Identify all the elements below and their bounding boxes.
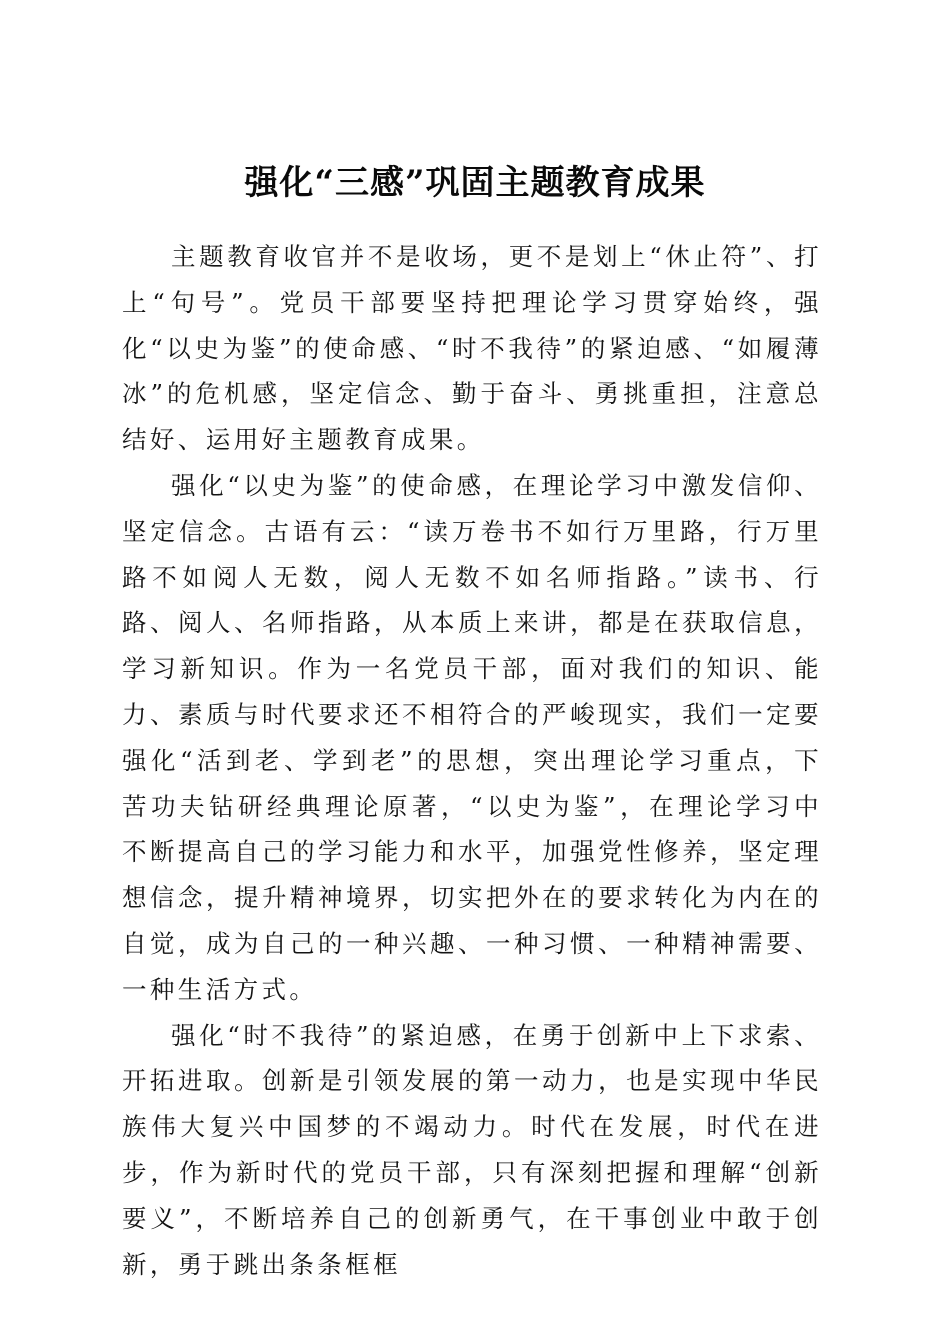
paragraph-urgency: 强化“时不我待”的紧迫感，在勇于创新中上下求索、开拓进取。创新是引领发展的第一动力，也是实现中华民族伟大复兴中国梦的不竭动力。时代在发展，时代在进步，作为新时代的党员干部，只有深刻把握和理解“创新要义”，不断培养自己的创新勇气，在干事创业中敢于创新，勇于跳出条条框框 [122, 1020, 822, 1279]
document-body [122, 234, 822, 1287]
paragraph-mission: 强化“以史为鉴”的使命感，在理论学习中激发信仰、坚定信念。古语有云：“读万卷书不如行万里路，行万里路不如阅人无数，阅人无数不如名师指路。”读书、行路、阅人、名师指路，从本质上来讲，都是在获取信息，学习新知识。作为一名党员干部，面对我们的知识、能力、素质与时代要求还不相符合的严峻现实，我们一定要强化“活到老、学到老”的思想，突出理论学习重点，下苦功夫钻研经典理论原著，“以史为鉴”，在理论学习中不断提高自己的学习能力和水平，加强党性修养，坚定理想信念，提升精神境界，切实把外在的要求转化为内在的自觉，成为自己的一种兴趣、一种习惯、一种精神需要、一种生活方式。 [122, 470, 822, 1004]
document-title: 强化“三感”巩固主题教育成果 [244, 162, 706, 203]
paragraph-intro: 主题教育收官并不是收场，更不是划上“休止符”、打上“句号”。党员干部要坚持把理论学习贯穿始终，强化“以史为鉴”的使命感、“时不我待”的紧迫感、“如履薄冰”的危机感，坚定信念、勤于奋斗、勇挑重担，注意总结好、运用好主题教育成果。 [122, 242, 822, 455]
